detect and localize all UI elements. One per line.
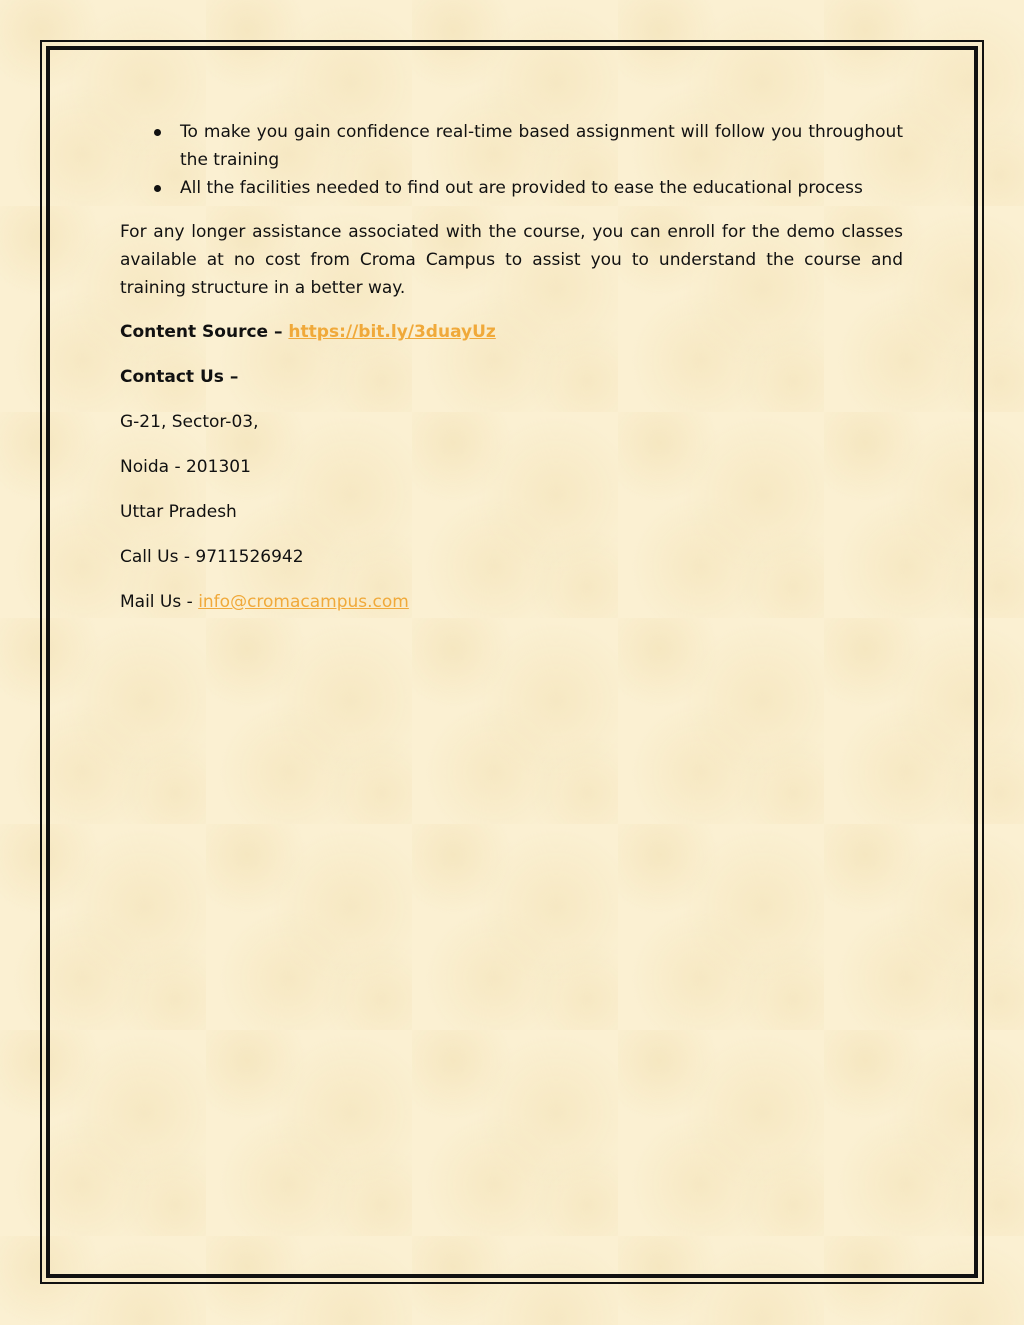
bullet-item-2	[120, 174, 903, 202]
contact-heading: Contact Us –	[120, 367, 239, 387]
address-state: Uttar Pradesh	[120, 502, 237, 522]
bullet-text-1: To make you gain confidence real-time based assignment will follow you throughout the training	[180, 122, 903, 170]
content-source-label: Content Source –	[120, 322, 289, 342]
bullet-icon	[154, 185, 161, 192]
bullet-text-2: All the facilities needed to find out are provided to ease the educational process	[180, 178, 863, 198]
address-line-2: Noida - 201301	[120, 457, 251, 477]
document-body	[120, 118, 903, 633]
enroll-paragraph: For any longer assistance associated with the course, you can enroll for the demo classes available at no cost from Croma Campus to assist you to understand the course and training structure in a better way.	[120, 222, 903, 298]
mail-us-link[interactable]: info@cromacampus.com	[198, 592, 409, 612]
bullet-item-1	[120, 118, 903, 174]
mail-us-label: Mail Us -	[120, 592, 199, 612]
content-source-line	[120, 318, 903, 346]
bullet-icon	[154, 129, 161, 136]
mail-us-line	[120, 588, 903, 616]
address-line-1: G-21, Sector-03,	[120, 412, 259, 432]
bullet-list	[120, 118, 903, 202]
content-source-link[interactable]: https://bit.ly/3duayUz	[288, 322, 496, 342]
call-us-line: Call Us - 9711526942	[120, 547, 304, 567]
